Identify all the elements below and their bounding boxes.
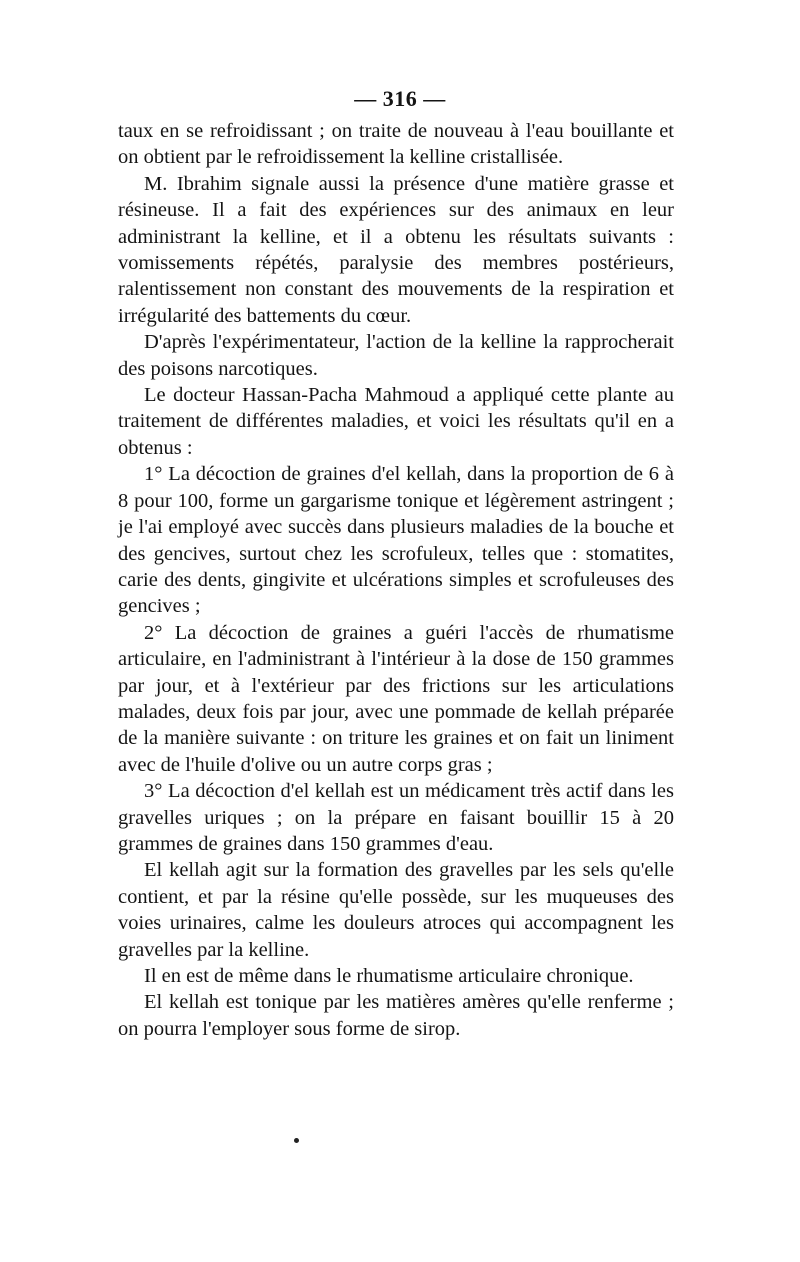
body-text (118, 118, 674, 1042)
paragraph-experimentateur: D'après l'expérimentateur, l'action de la kelline la rapprocherait des poisons narcotiques. (118, 331, 674, 380)
paragraph-sirop: El kellah est tonique par les matières amères qu'elle renferme ; on pourra l'employer sous forme de sirop. (118, 991, 674, 1040)
paragraph-ibrahim: M. Ibrahim signale aussi la présence d'une matière grasse et résineuse. Il a fait des expériences sur des animaux en leur administrant la kelline, et il a obtenu les résultats suivants : vomissements répétés, paralysie des membres postérieurs, ralentissement non constant des mouvements de la respiration et irrégularité des battements du cœur. (118, 172, 674, 327)
page-number: — 316 — (354, 86, 446, 111)
paragraph-item-3: 3° La décoction d'el kellah est un médicament très actif dans les gravelles uriques ; on la prépare en faisant bouillir 15 à 20 grammes de graines dans 150 grammes d'eau. (118, 780, 674, 855)
paragraph-continuation: taux en se refroidissant ; on traite de nouveau à l'eau bouillante et on obtient par le refroidissement la kelline cristallisée. (118, 120, 674, 169)
paragraph-hassan-pacha: Le docteur Hassan-Pacha Mahmoud a appliqué cette plante au traitement de différentes maladies, et voici les résultats qu'il en a obtenus : (118, 384, 674, 459)
paragraph-item-2: 2° La décoction de graines a guéri l'accès de rhumatisme articulaire, en l'administrant à l'intérieur à la dose de 150 grammes par jour, et à l'extérieur par des frictions sur les articulations malades, deux fois par jour, avec une pommade de kellah préparée de la manière suivante : on triture les graines et on fait un liniment avec de l'huile d'olive ou un autre corps gras ; (118, 621, 674, 776)
ink-speck (294, 1138, 299, 1143)
paragraph-rhumatisme: Il en est de même dans le rhumatisme articulaire chronique. (144, 965, 634, 987)
paragraph-item-1: 1° La décoction de graines d'el kellah, dans la proportion de 6 à 8 pour 100, forme un gargarisme tonique et légèrement astringent ; je l'ai employé avec succès dans plusieurs maladies de la bouche et des gencives, surtout chez les scrofuleux, telles que : stomatites, carie des dents, gingivite et ulcérations simples et scrofuleuses des gencives ; (118, 463, 674, 618)
paragraph-gravelles: El kellah agit sur la formation des gravelles par les sels qu'elle contient, et par la résine qu'elle possède, sur les muqueuses des voies urinaires, calme les douleurs atroces qui accompagnent les gravelles par la kelline. (118, 859, 674, 961)
